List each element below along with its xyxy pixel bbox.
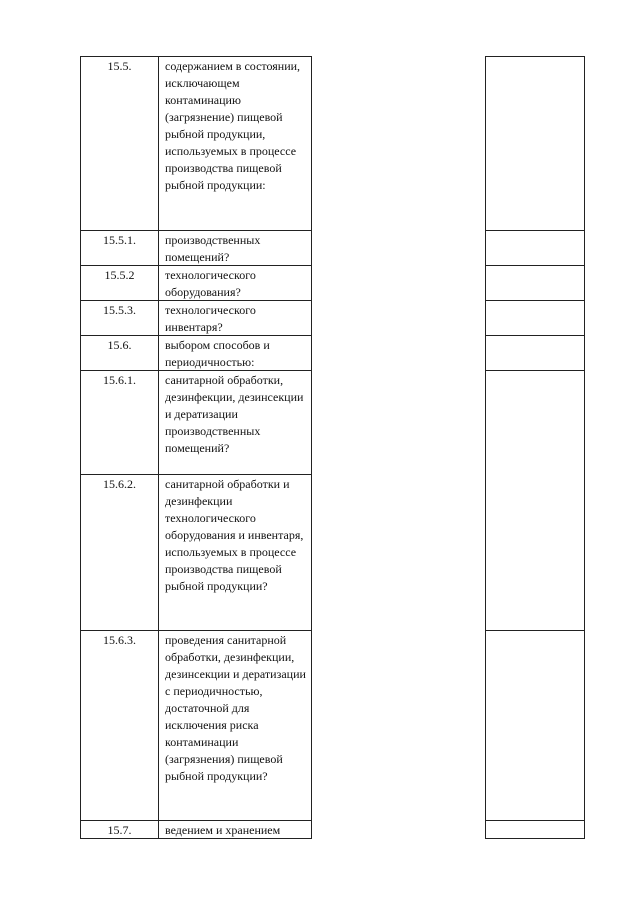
answer-cell[interactable] xyxy=(486,57,584,231)
row-number: 15.5.3. xyxy=(81,301,159,335)
row-number: 15.5.2 xyxy=(81,266,159,300)
answer-column xyxy=(485,56,585,839)
row-text: санитарной обработки, дезинфекции, дезинсекции и дератизации производственных помещений? xyxy=(165,373,304,455)
answer-cell[interactable] xyxy=(486,301,584,336)
table-row xyxy=(81,336,311,371)
table-row xyxy=(81,475,311,631)
row-text: проведения санитарной обработки, дезинфекции, дезинсекции и дератизации с периодичностью, достаточной для исключения риска контаминации (загрязнения) пищевой рыбной продукции? xyxy=(165,633,306,783)
row-text: технологического инвентаря? xyxy=(165,303,256,334)
row-text: производственных помещений? xyxy=(165,233,261,264)
row-number: 15.6.3. xyxy=(81,631,159,820)
answer-cell[interactable] xyxy=(486,266,584,301)
criteria-table xyxy=(80,56,312,839)
answer-cell[interactable] xyxy=(486,631,584,821)
row-text: технологического оборудования? xyxy=(165,268,256,299)
row-text: содержанием в состоянии, исключающем контаминацию (загрязнение) пищевой рыбной продукции, используемых в процессе производства пищевой рыбной продукции: xyxy=(165,59,301,192)
answer-cell[interactable] xyxy=(486,336,584,371)
table-row xyxy=(81,266,311,301)
table-row xyxy=(81,631,311,821)
table-row xyxy=(81,821,311,839)
answer-cell[interactable] xyxy=(486,821,584,839)
table-row xyxy=(81,371,311,475)
row-text: ведением и хранением xyxy=(165,823,281,837)
table-row xyxy=(81,57,311,231)
row-number: 15.5.1. xyxy=(81,231,159,265)
row-text: санитарной обработки и дезинфекции технологического оборудования и инвентаря, используемых в процессе производства пищевой рыбной продукции? xyxy=(165,477,304,593)
answer-cell[interactable] xyxy=(486,231,584,266)
table-row xyxy=(81,301,311,336)
row-text: выбором способов и периодичностью: xyxy=(165,338,270,369)
row-number: 15.5. xyxy=(81,57,159,230)
table-row xyxy=(81,231,311,266)
row-number: 15.7. xyxy=(81,821,159,838)
answer-cell[interactable] xyxy=(486,371,584,631)
row-number: 15.6.1. xyxy=(81,371,159,474)
row-number: 15.6.2. xyxy=(81,475,159,630)
row-number: 15.6. xyxy=(81,336,159,370)
